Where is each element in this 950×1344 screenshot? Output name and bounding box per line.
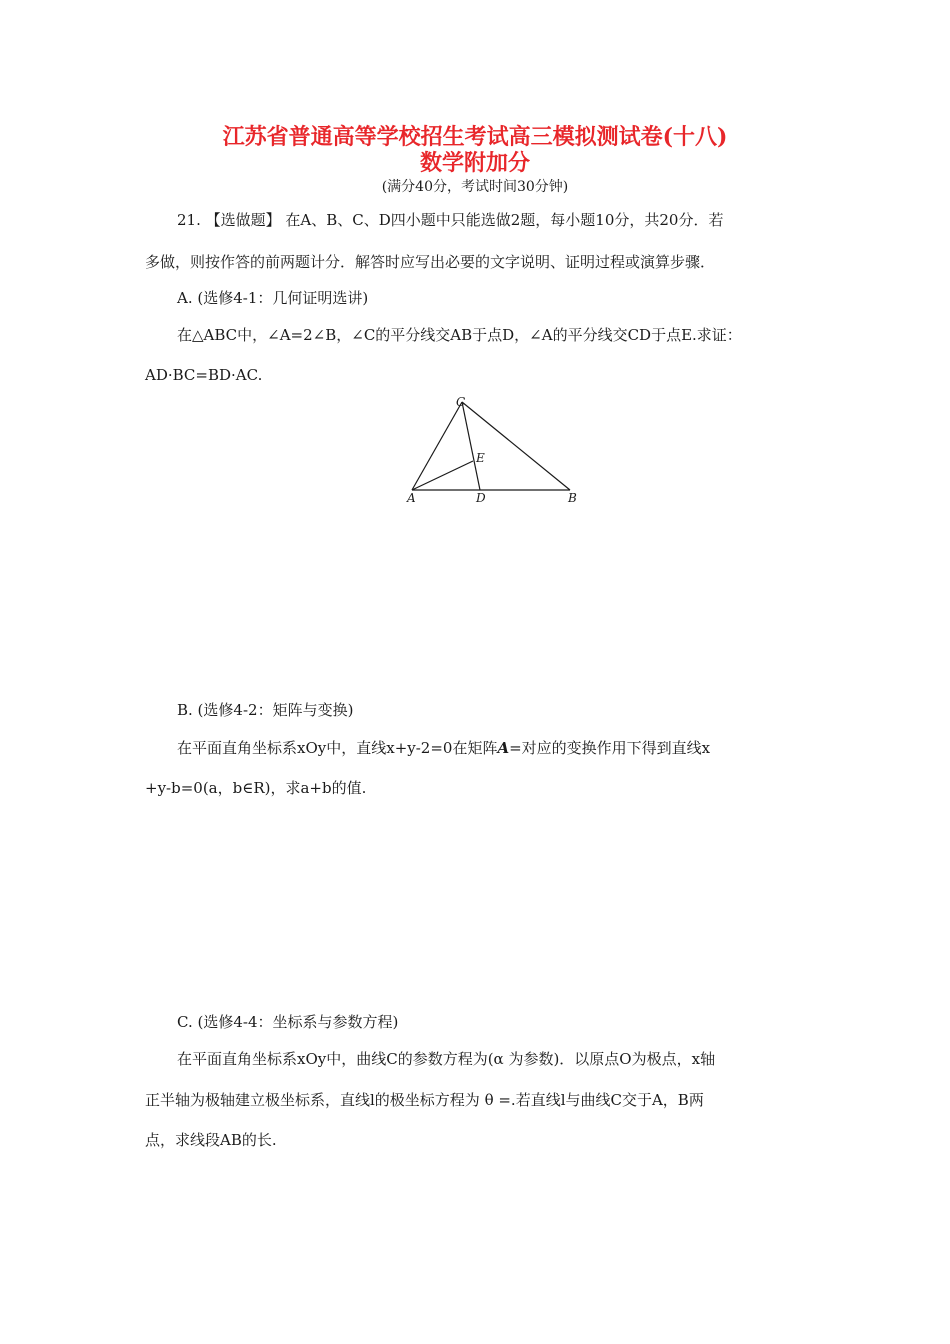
- side-ac: [412, 402, 462, 490]
- matrix-symbol: A: [497, 739, 510, 757]
- exam-title: 江苏省普通高等学校招生考试高三模拟测试卷(十八): [222, 124, 728, 150]
- part-a-line2: AD·BC=BD·AC.: [145, 366, 263, 384]
- part-a-heading: A. (选修4-1：几何证明选讲): [177, 289, 369, 307]
- part-b-line1: [177, 738, 710, 758]
- part-c-line3: 点，求线段AB的长.: [145, 1131, 277, 1149]
- part-a-line1: 在△ABC中，∠A=2∠B，∠C的平分线交AB于点D，∠A的平分线交CD于点E.求证：: [177, 326, 742, 344]
- exam-info: (满分40分，考试时间30分钟): [381, 179, 569, 195]
- part-b-line1-post: =对应的变换作用下得到直线x: [509, 739, 711, 757]
- label-b: B: [568, 491, 577, 505]
- label-c: C: [456, 395, 466, 409]
- label-e: E: [476, 451, 485, 465]
- label-a: A: [407, 491, 416, 505]
- triangle-figure: [400, 392, 590, 510]
- part-c-heading: C. (选修4-4：坐标系与参数方程): [177, 1013, 399, 1031]
- part-b-line1-pre: 在平面直角坐标系xOy中，直线x+y-2=0在矩阵: [177, 739, 498, 757]
- side-cb: [462, 402, 570, 490]
- label-d: D: [476, 491, 486, 505]
- part-c-line1: 在平面直角坐标系xOy中，曲线C的参数方程为(α 为参数)．以原点O为极点，x轴: [177, 1050, 716, 1068]
- segment-ae: [412, 461, 473, 490]
- q21-intro-line2: 多做，则按作答的前两题计分．解答时应写出必要的文字说明、证明过程或演算步骤．: [145, 253, 716, 271]
- q21-intro-line1: 21. 【选做题】 在A、B、C、D四小题中只能选做2题，每小题10分，共20分．若: [177, 211, 724, 229]
- part-b-line2: +y-b=0(a，b∈R)，求a+b的值.: [145, 779, 367, 797]
- exam-subject-title: 数学附加分: [419, 150, 530, 176]
- part-c-line2: 正半轴为极轴建立极坐标系，直线l的极坐标方程为 θ =.若直线l与曲线C交于A，B两: [145, 1091, 704, 1109]
- part-b-heading: B. (选修4-2：矩阵与变换): [177, 701, 354, 719]
